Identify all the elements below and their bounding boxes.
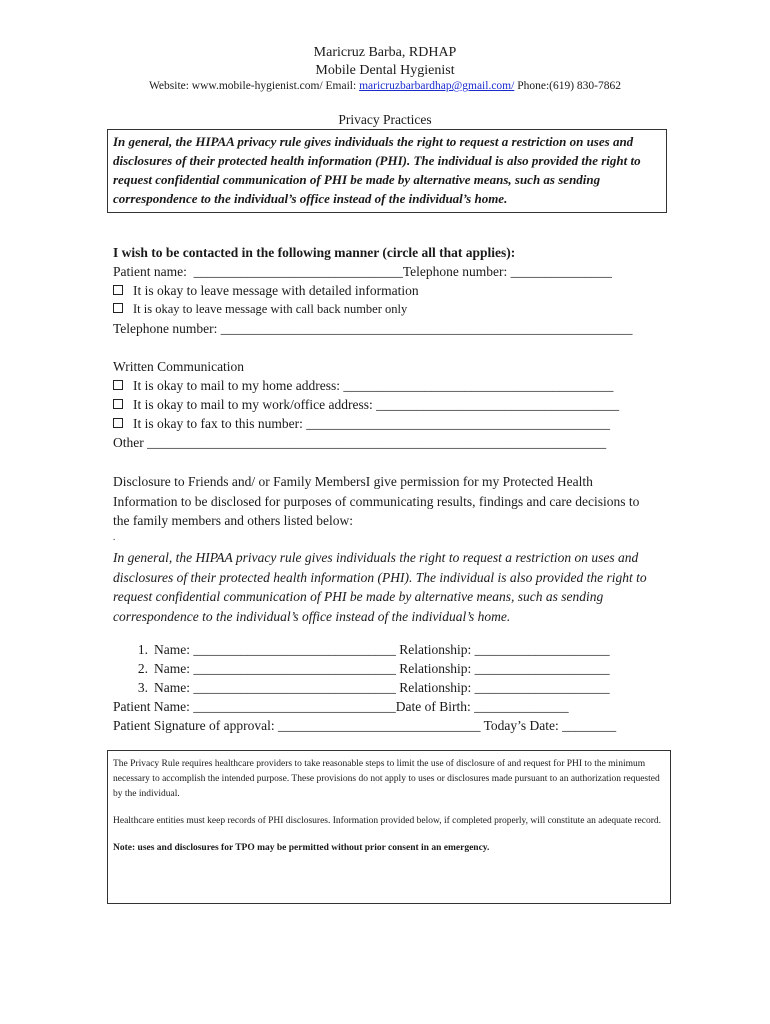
option-callback-label: It is okay to leave message with call back number only	[133, 302, 408, 316]
provider-title: Mobile Dental Hygienist	[315, 63, 455, 78]
written-heading: Written Communication	[113, 359, 245, 374]
other-line[interactable]: Other ____________________________________________________________________	[113, 435, 607, 450]
email-link[interactable]: maricruzbarbardhap@gmail.com/	[359, 80, 515, 92]
tpo-note: Note: uses and disclosures for TPO may be permitted without prior consent in an emergency.	[113, 843, 490, 853]
family-member-row-1[interactable]	[113, 642, 610, 658]
option-work-label: It is okay to mail to my work/office address: ____________________________________	[133, 397, 620, 412]
telephone-number-line[interactable]: Telephone number: _____________________________________________________________	[113, 321, 633, 336]
family-member-row-2[interactable]	[113, 661, 610, 677]
section-title: Privacy Practices	[338, 112, 432, 127]
family-number: 3.	[137, 680, 148, 695]
checkbox-work[interactable]	[113, 399, 123, 409]
family-member-row-3[interactable]	[113, 680, 610, 696]
phone-text: Phone:(619) 830-7862	[514, 80, 621, 92]
option-fax-label: It is okay to fax to this number: _____________________________________________	[133, 416, 610, 431]
family-fields[interactable]: Name: ______________________________ Relationship: ____________________	[154, 642, 610, 657]
contact-info	[0, 80, 770, 92]
family-fields[interactable]: Name: ______________________________ Relationship: ____________________	[154, 661, 610, 676]
website-label: Website: www.mobile-hygienist.com/ Email:	[148, 80, 360, 92]
hipaa-italic-paragraph: In general, the HIPAA privacy rule gives individuals the right to request a restriction on uses and disclosures of their protected health information (PHI). The individual is also provided the right to request confidential communication of PHI be made by alternative means, such as sending correspondence to the individual’s office instead of the individual’s home.	[113, 550, 647, 624]
checkbox-callback[interactable]	[113, 303, 123, 313]
option-home-address[interactable]	[113, 378, 613, 394]
family-fields[interactable]: Name: ______________________________ Relationship: ____________________	[154, 680, 610, 695]
family-number: 2.	[137, 661, 148, 676]
option-work-address[interactable]	[113, 397, 619, 413]
checkbox-detailed[interactable]	[113, 285, 123, 295]
option-home-label: It is okay to mail to my home address: ________________________________________	[133, 378, 614, 393]
privacy-rule-paragraph: The Privacy Rule requires healthcare providers to take reasonable steps to limit the use of disclosure of and request for PHI to the minimum necessary to accomplish the intended purpose. These provisions do not apply to uses or disclosures made pursuant to an authorization requested by the individual.	[113, 759, 660, 799]
patient-name-phone-line[interactable]: Patient name: _______________________________Telephone number: _______________	[113, 264, 612, 279]
disclosure-paragraph: Disclosure to Friends and/ or Family MembersI give permission for my Protected Health Information to be disclosed for purposes of communicating results, findings and care decisions to the family members and others listed below:	[113, 474, 640, 528]
signature-date-line[interactable]: Patient Signature of approval: ______________________________ Today’s Date: ________	[113, 718, 617, 733]
provider-name: Maricruz Barba, RDHAP	[313, 45, 457, 60]
privacy-rule-box	[107, 750, 671, 904]
checkbox-fax[interactable]	[113, 418, 123, 428]
option-fax[interactable]	[113, 416, 610, 432]
contact-heading: I wish to be contacted in the following manner (circle all that applies):	[113, 245, 516, 260]
records-paragraph: Healthcare entities must keep records of PHI disclosures. Information provided below, if completed properly, will constitute an adequate record.	[113, 816, 662, 826]
hipaa-notice-box: In general, the HIPAA privacy rule gives individuals the right to request a restriction on uses and disclosures of their protected health information (PHI). The individual is also provided the right to request confidential communication of PHI be made by alternative means, such as sending correspondence to the individual’s office instead of the individual’s home.	[107, 129, 667, 213]
family-number: 1.	[137, 642, 148, 657]
patient-name-dob-line[interactable]: Patient Name: ______________________________Date of Birth: ______________	[113, 699, 569, 714]
option-detailed-label: It is okay to leave message with detailed information	[133, 283, 419, 298]
dot-mark: .	[113, 532, 116, 542]
option-detailed-message[interactable]	[113, 283, 419, 299]
option-callback-message[interactable]	[113, 302, 407, 317]
checkbox-home[interactable]	[113, 380, 123, 390]
